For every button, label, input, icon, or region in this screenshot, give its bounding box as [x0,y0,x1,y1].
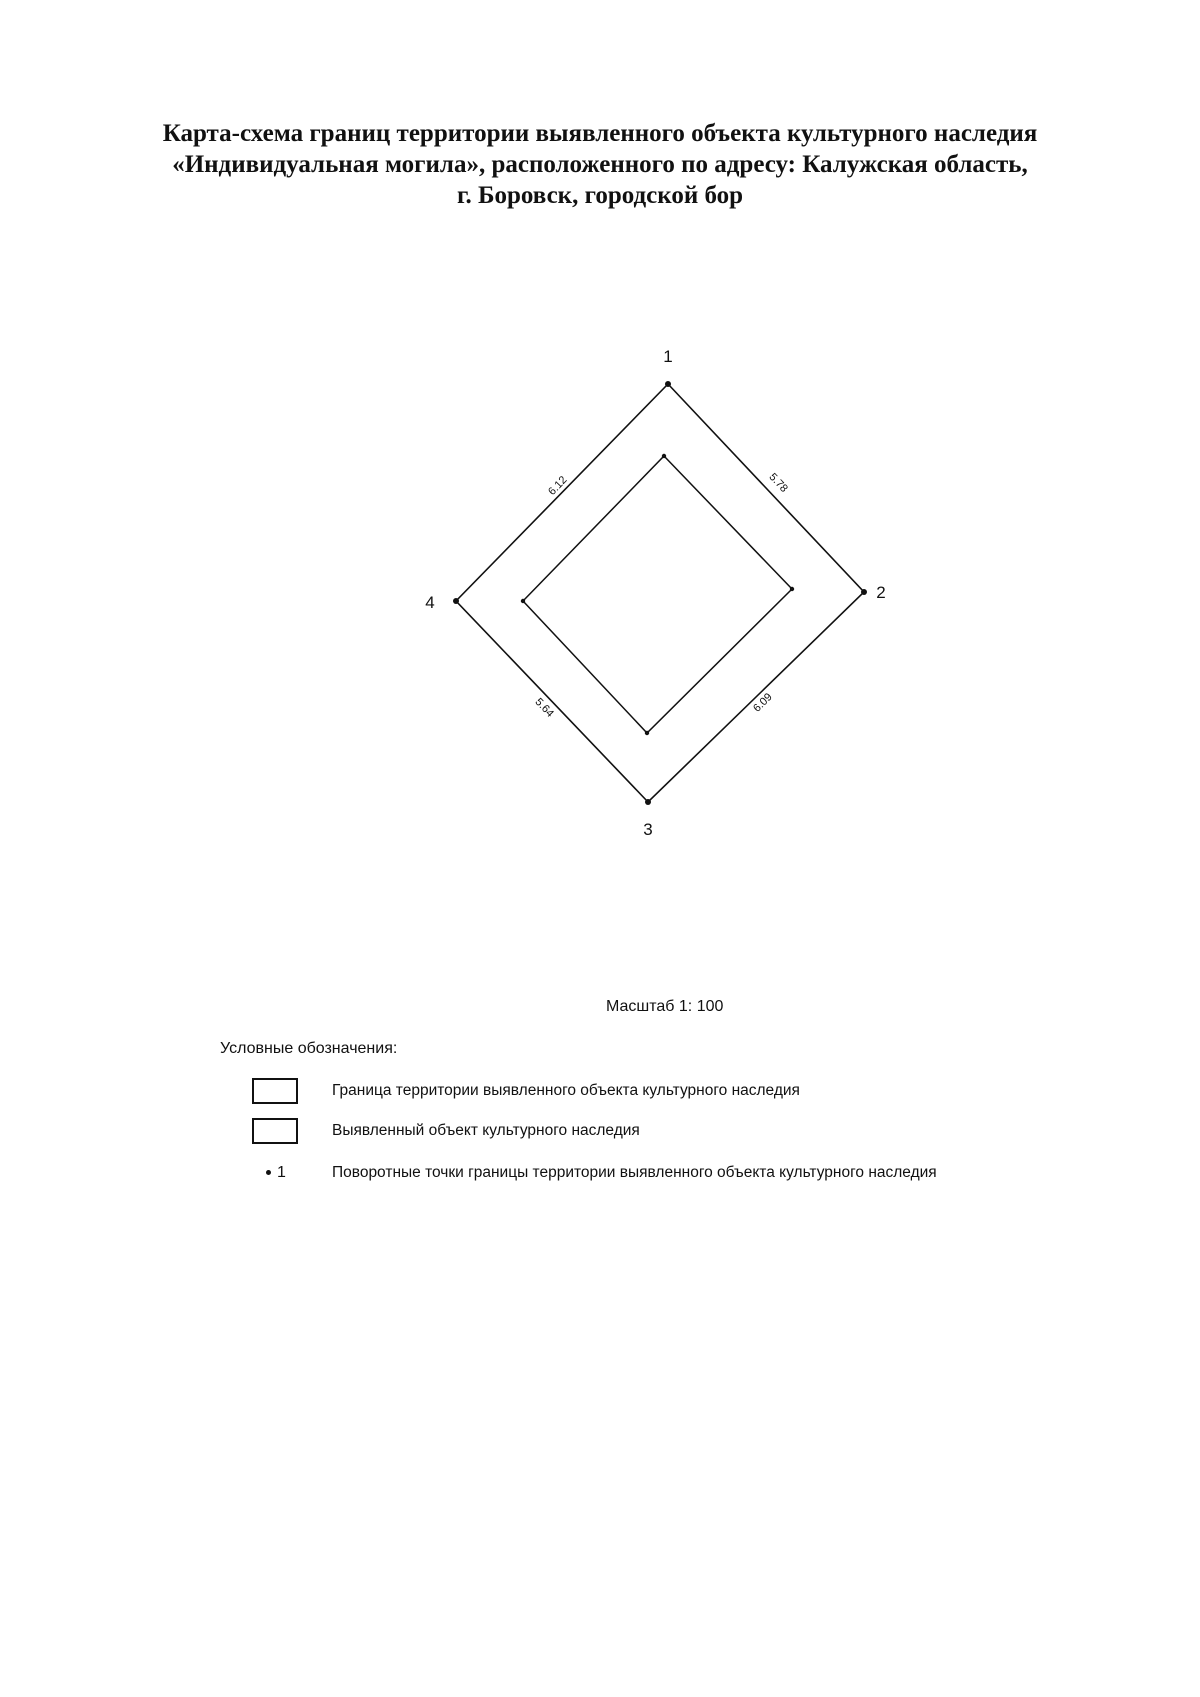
object-symbol [252,1118,298,1144]
title-line-1: Карта-схема границ территории выявленного объекта культурного наследия [162,120,1038,147]
object-vertex [521,599,525,603]
segment-length-label: 6.09 [751,691,775,715]
object-vertex [790,587,794,591]
boundary-point-label: 3 [643,820,653,839]
boundary-point-label: 4 [425,593,435,612]
point-dot-icon [266,1170,271,1175]
boundary-point [453,598,459,604]
title-line-2: «Индивидуальная могила», расположенного по адресу: Калужская область, [172,151,1028,178]
legend-item-text: Граница территории выявленного объекта культурного наследия [332,1082,800,1099]
legend-item-boundary [250,1078,1130,1108]
boundary-symbol [252,1078,298,1104]
territory-boundary [456,384,864,802]
boundary-point [665,381,671,387]
segment-length-label: 5.64 [532,696,556,720]
legend-heading: Условные обозначения: [220,1040,398,1057]
object-vertex [662,454,666,458]
boundary-point [645,799,651,805]
boundary-point [861,589,867,595]
object-vertex [645,731,649,735]
legend-item-turning-points [250,1160,1130,1190]
turning-point-symbol-label: 1 [277,1164,286,1181]
legend-item-text: Выявленный объект культурного наследия [332,1122,640,1139]
legend-item-object [250,1118,1130,1148]
heritage-object-outline [523,456,792,733]
segment-length-label: 6.12 [546,474,570,498]
boundary-point-label: 2 [876,583,886,602]
segment-length-label: 5.78 [766,471,790,495]
legend-item-text: Поворотные точки границы территории выявленного объекта культурного наследия [332,1164,937,1181]
title-line-3: г. Боровск, городской бор [456,182,744,209]
boundary-point-label: 1 [663,347,673,366]
scale-label: Масштаб 1: 100 [606,998,724,1015]
turning-point-symbol [266,1164,306,1182]
